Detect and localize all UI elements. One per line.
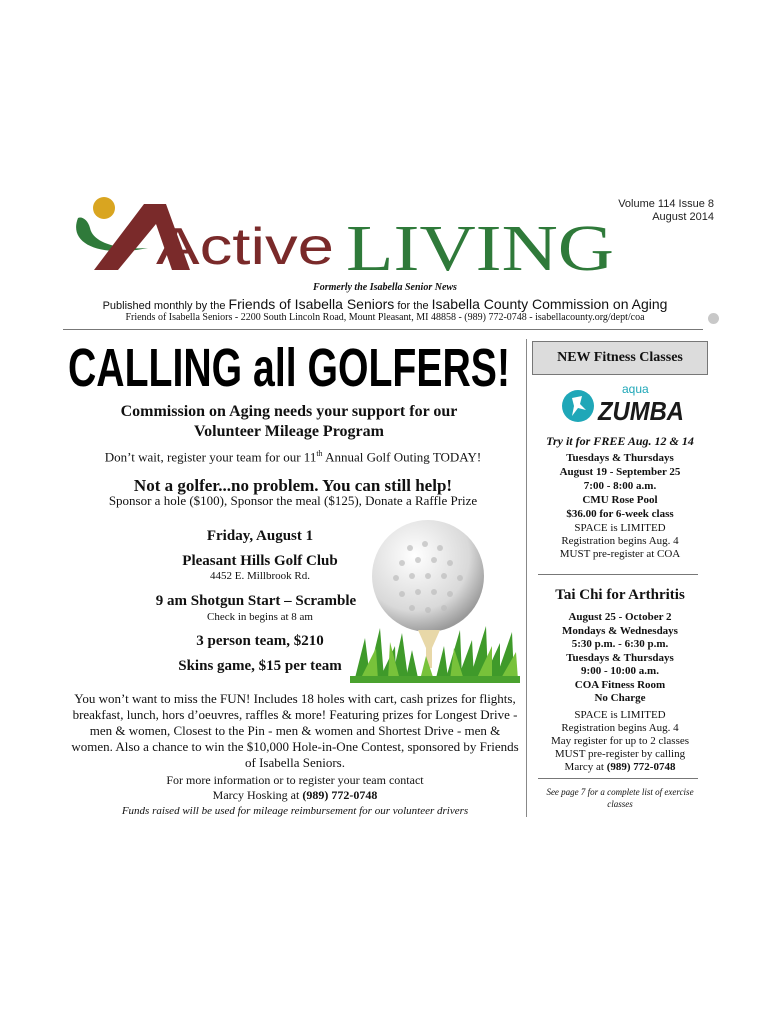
golf-ball-on-tee-image	[350, 518, 520, 683]
logo-word-active: Active	[156, 218, 334, 276]
published-prefix: Published monthly by the	[102, 300, 226, 312]
taichi-call: Marcy at	[564, 761, 607, 773]
for-the: for the	[397, 300, 429, 312]
taichi-call-line	[532, 761, 708, 774]
fitness-classes-title: NEW Fitness Classes	[532, 341, 708, 375]
event-venue: Pleasant Hills Golf Club	[182, 553, 338, 569]
logo-gold-dot	[93, 197, 115, 219]
commission-line-1: Commission on Aging needs your support for our	[120, 403, 458, 420]
taichi-note-registration: Registration begins Aug. 4	[561, 722, 679, 734]
taichi-dates: August 25 - October 2	[568, 611, 672, 623]
column-divider	[526, 339, 527, 817]
friends-name: Friends of Isabella Seniors	[228, 296, 395, 312]
scroll-dot	[708, 313, 719, 324]
dont-wait-a: Don’t wait, register your team for our 11	[104, 449, 317, 465]
taichi-days-2: Tuesdays & Thursdays	[566, 651, 674, 664]
see-page-note: See page 7 for a complete list of exercise classes	[546, 787, 694, 809]
issue-info	[618, 198, 714, 224]
zumba-note-registration: Registration begins Aug. 4	[561, 535, 679, 547]
commission-heading	[74, 402, 504, 442]
zumba-time: 7:00 - 8:00 a.m.	[583, 480, 657, 492]
taichi-price: No Charge	[594, 692, 646, 704]
sponsor-line: Sponsor a hole ($100), Sponsor the meal ($125), Donate a Raffle Prize	[108, 493, 478, 508]
commission-line-2: Volunteer Mileage Program	[194, 423, 384, 440]
event-skins-price: Skins game, $15 per team	[178, 658, 342, 674]
taichi-note-classes: May register for up to 2 classes	[550, 735, 690, 747]
zumba-location: CMU Rose Pool	[582, 494, 658, 506]
published-line	[0, 296, 770, 312]
not-golfer-heading: Not a golfer...no problem. You can still help!	[133, 476, 453, 495]
more-info-line: For more information or to register your team contact	[166, 773, 424, 787]
logo-word-living: LIVING	[346, 212, 614, 278]
event-team-price: 3 person team, $210	[196, 633, 324, 649]
try-free-line: Try it for FREE Aug. 12 & 14	[546, 434, 694, 448]
contact-phone: (989) 772-0748	[302, 788, 378, 802]
dont-wait-sup: th	[316, 449, 323, 458]
contact-line	[68, 788, 522, 803]
more-info	[68, 773, 522, 803]
calling-all-golfers-headline	[68, 338, 512, 392]
zumba-dates: August 19 - September 25	[559, 466, 681, 478]
aqua-zumba-logo	[560, 380, 686, 426]
taichi-title: Tai Chi for Arthritis	[555, 587, 685, 603]
taichi-time-1: 5:30 p.m. - 6:30 p.m.	[571, 638, 669, 650]
active-living-logo	[68, 188, 628, 278]
zumba-note-space: SPACE is LIMITED	[574, 522, 666, 534]
commission-name: Isabella County Commission on Aging	[431, 296, 668, 312]
taichi-note-space: SPACE is LIMITED	[574, 709, 666, 721]
address-line: Friends of Isabella Seniors - 2200 South Lincoln Road, Mount Pleasant, MI 48858 - (989) 772-0748 - isabellacounty.org/dept/coa	[125, 312, 645, 323]
fun-paragraph: You won’t want to miss the FUN! Includes 18 holes with cart, cash prizes for flights, breakfast, lunch, hors d’oeuvres, raffles & more! Featuring prizes for Longest Drive - men & women, Closest to the Pin - men & women and Shortest Drive - men & women. Also a chance to win the $10,000 Hole-in-One Contest, sponsored by Friends of Isabella Seniors.	[71, 691, 519, 770]
event-venue-address: 4452 E. Millbrook Rd.	[210, 570, 310, 582]
event-date: Friday, August 1	[206, 528, 314, 544]
zumba-logo-word: ZUMBA	[597, 396, 684, 426]
zumba-notes	[532, 522, 708, 561]
headline-text: CALLING all GOLFERS!	[68, 338, 510, 392]
zumba-schedule	[532, 451, 708, 521]
fitness-divider-1	[538, 574, 698, 575]
funds-note: Funds raised will be used for mileage reimbursement for our volunteer drivers	[121, 805, 469, 817]
fitness-divider-2	[538, 778, 698, 779]
taichi-location: COA Fitness Room	[574, 678, 666, 691]
taichi-schedule	[532, 611, 708, 706]
dont-wait-line	[58, 449, 528, 465]
event-checkin: Check in begins at 8 am	[206, 611, 313, 623]
taichi-days-1: Mondays & Wednesdays	[562, 624, 678, 637]
taichi-time-2: 9:00 - 10:00 a.m.	[581, 665, 659, 677]
event-start: 9 am Shotgun Start – Scramble	[155, 593, 357, 609]
zumba-days: Tuesdays & Thursdays	[566, 452, 674, 464]
taichi-notes	[532, 709, 708, 774]
zumba-logo-aqua: aqua	[622, 382, 649, 396]
contact-name: Marcy Hosking at	[212, 788, 303, 802]
issue-date: August 2014	[652, 211, 714, 223]
zumba-price: $36.00 for 6-week class	[566, 508, 674, 520]
zumba-note-preregister: MUST pre-register at COA	[559, 548, 681, 560]
golf-tee	[418, 630, 440, 668]
dont-wait-b: Annual Golf Outing TODAY!	[322, 449, 482, 465]
formerly-line: Formerly the Isabella Senior News	[313, 282, 457, 293]
taichi-note-preregister: MUST pre-register by calling	[554, 748, 686, 760]
volume-issue: Volume 114 Issue 8	[618, 198, 714, 210]
header-divider	[63, 329, 703, 330]
taichi-phone: (989) 772-0748	[606, 761, 676, 773]
